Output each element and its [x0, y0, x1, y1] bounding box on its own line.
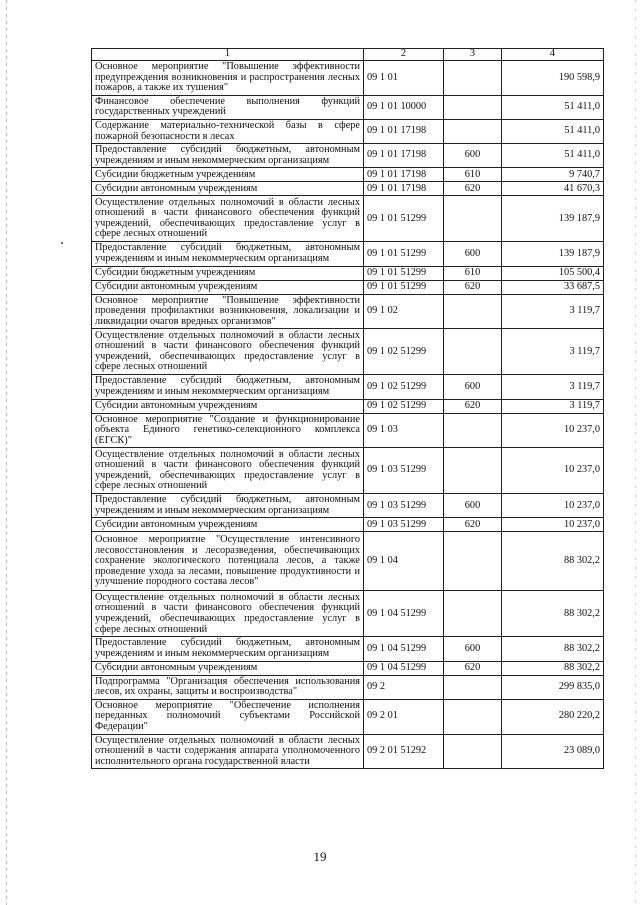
row-name: Субсидии автономным учреждениям: [92, 182, 364, 196]
row-amount: 10 237,0: [502, 494, 604, 518]
table-row: [92, 494, 604, 518]
row-name: Предоставление субсидий бюджетным, автономным учреждениям и иным некоммерческим организациям: [92, 144, 364, 168]
row-code: 09 1 01 51299: [364, 196, 444, 242]
row-code: 09 1 04 51299: [364, 661, 444, 675]
row-expense-type: [444, 329, 502, 375]
row-expense-type: [444, 734, 502, 769]
row-name: Осуществление отдельных полномочий в области лесных отношений в части финансового обеспечения функций учреждений, обеспечивающих предоставление услуг в сфере лесных отношений: [92, 591, 364, 637]
row-name: Осуществление отдельных полномочий в области лесных отношений в части финансового обеспечения функций учреждений, обеспечивающих предоставление услуг в сфере лесных отношений: [92, 329, 364, 375]
row-expense-type: 610: [444, 266, 502, 280]
row-amount: 139 187,9: [502, 196, 604, 242]
row-amount: 3 119,7: [502, 329, 604, 375]
row-amount: 139 187,9: [502, 242, 604, 266]
row-name: Субсидии автономным учреждениям: [92, 661, 364, 675]
table-row: [92, 61, 604, 96]
table-row: [92, 637, 604, 661]
table-row: [92, 168, 604, 182]
row-amount: 3 119,7: [502, 375, 604, 399]
row-expense-type: [444, 448, 502, 494]
row-amount: 88 302,2: [502, 591, 604, 637]
row-code: 09 1 02 51299: [364, 375, 444, 399]
table-row: [92, 675, 604, 699]
table-row: [92, 413, 604, 448]
row-amount: 51 411,0: [502, 119, 604, 143]
row-name: Содержание материально-технической базы в сфере пожарной безопасности в лесах: [92, 119, 364, 143]
row-code: 09 1 03: [364, 413, 444, 448]
row-amount: 41 670,3: [502, 182, 604, 196]
header-col-1: 1: [92, 49, 364, 61]
row-expense-type: 620: [444, 280, 502, 294]
row-amount: 3 119,7: [502, 399, 604, 413]
page-number: 19: [313, 849, 327, 864]
row-expense-type: [444, 119, 502, 143]
row-code: 09 1 04 51299: [364, 637, 444, 661]
row-name: Осуществление отдельных полномочий в области лесных отношений в части финансового обеспечения функций учреждений, обеспечивающих предоставление услуг в сфере лесных отношений: [92, 196, 364, 242]
row-expense-type: 600: [444, 637, 502, 661]
row-amount: 299 835,0: [502, 675, 604, 699]
row-code: 09 1 02 51299: [364, 329, 444, 375]
row-amount: 280 220,2: [502, 699, 604, 734]
row-name: Финансовое обеспечение выполнения функций государственных учреждений: [92, 95, 364, 119]
table-row: [92, 661, 604, 675]
row-expense-type: [444, 61, 502, 96]
table-row: [92, 591, 604, 637]
row-amount: 88 302,2: [502, 661, 604, 675]
row-name: Подпрограмма "Организация обеспечения использования лесов, их охраны, защиты и воспроизводства": [92, 675, 364, 699]
row-code: 09 1 03 51299: [364, 448, 444, 494]
table-row: [92, 266, 604, 280]
row-amount: 9 740,7: [502, 168, 604, 182]
row-amount: 10 237,0: [502, 413, 604, 448]
scan-speck: [61, 242, 63, 244]
table-row: [92, 95, 604, 119]
row-amount: 3 119,7: [502, 294, 604, 329]
row-code: 09 1 04: [364, 532, 444, 591]
table-row: [92, 399, 604, 413]
row-code: 09 1 01 17198: [364, 182, 444, 196]
row-expense-type: [444, 675, 502, 699]
table-row: [92, 699, 604, 734]
row-code: 09 1 01 17198: [364, 144, 444, 168]
table-row: [92, 294, 604, 329]
row-name: Основное мероприятие "Создание и функционирование объекта Единого генетико-селекционного комплекса (ЕГСК)": [92, 413, 364, 448]
row-code: 09 2 01 51292: [364, 734, 444, 769]
row-name: Осуществление отдельных полномочий в области лесных отношений в части финансового обеспечения функций учреждений, обеспечивающих предоставление услуг в сфере лесных отношений: [92, 448, 364, 494]
row-expense-type: [444, 196, 502, 242]
row-code: 09 1 04 51299: [364, 591, 444, 637]
row-name: Основное мероприятие "Обеспечение исполнения переданных полномочий субъектами Российской Федерации": [92, 699, 364, 734]
row-expense-type: [444, 294, 502, 329]
row-amount: 33 687,5: [502, 280, 604, 294]
header-col-3: 3: [444, 49, 502, 61]
row-code: 09 1 01 10000: [364, 95, 444, 119]
row-amount: 10 237,0: [502, 448, 604, 494]
row-amount: 105 500,4: [502, 266, 604, 280]
row-name: Предоставление субсидий бюджетным, автономным учреждениям и иным некоммерческим организациям: [92, 242, 364, 266]
row-expense-type: [444, 699, 502, 734]
row-code: 09 2: [364, 675, 444, 699]
row-expense-type: 620: [444, 518, 502, 532]
row-expense-type: 600: [444, 375, 502, 399]
scan-edge-left: [6, 0, 7, 905]
table-row: [92, 448, 604, 494]
row-expense-type: 600: [444, 494, 502, 518]
row-name: Предоставление субсидий бюджетным, автономным учреждениям и иным некоммерческим организациям: [92, 375, 364, 399]
row-code: 09 1 02: [364, 294, 444, 329]
table-row: [92, 196, 604, 242]
table-row: [92, 734, 604, 769]
row-expense-type: [444, 95, 502, 119]
table-row: [92, 375, 604, 399]
row-expense-type: 620: [444, 182, 502, 196]
table-header-row: [92, 49, 604, 61]
row-amount: 190 598,9: [502, 61, 604, 96]
row-code: 09 1 01: [364, 61, 444, 96]
row-amount: 23 089,0: [502, 734, 604, 769]
row-name: Основное мероприятие "Повышение эффективности предупреждения возникновения и распространения лесных пожаров, а также их тушения": [92, 61, 364, 96]
budget-table: [91, 48, 604, 769]
row-code: 09 1 01 51299: [364, 280, 444, 294]
table-row: [92, 182, 604, 196]
row-name: Осуществление отдельных полномочий в области лесных отношений в части содержания аппарата уполномоченного исполнительного органа государственной власти: [92, 734, 364, 769]
row-code: 09 1 01 51299: [364, 266, 444, 280]
row-amount: 88 302,2: [502, 532, 604, 591]
row-name: Субсидии автономным учреждениям: [92, 518, 364, 532]
row-name: Субсидии бюджетным учреждениям: [92, 168, 364, 182]
row-expense-type: [444, 591, 502, 637]
row-code: 09 1 01 17198: [364, 168, 444, 182]
scan-edge-right: [635, 0, 636, 905]
row-expense-type: 610: [444, 168, 502, 182]
row-expense-type: [444, 413, 502, 448]
row-code: 09 1 01 51299: [364, 242, 444, 266]
row-expense-type: 620: [444, 399, 502, 413]
table-row: [92, 119, 604, 143]
row-name: Основное мероприятие "Повышение эффективности проведения профилактики возникновения, локализации и ликвидации очагов вредных организмов": [92, 294, 364, 329]
row-name: Предоставление субсидий бюджетным, автономным учреждениям и иным некоммерческим организациям: [92, 494, 364, 518]
row-amount: 10 237,0: [502, 518, 604, 532]
row-code: 09 2 01: [364, 699, 444, 734]
header-col-4: 4: [502, 49, 604, 61]
row-expense-type: 600: [444, 144, 502, 168]
row-amount: 51 411,0: [502, 95, 604, 119]
row-name: Субсидии автономным учреждениям: [92, 280, 364, 294]
row-name: Субсидии автономным учреждениям: [92, 399, 364, 413]
row-expense-type: 620: [444, 661, 502, 675]
row-expense-type: [444, 532, 502, 591]
table-row: [92, 329, 604, 375]
table-row: [92, 144, 604, 168]
row-code: 09 1 03 51299: [364, 494, 444, 518]
row-expense-type: 600: [444, 242, 502, 266]
row-amount: 88 302,2: [502, 637, 604, 661]
table-row: [92, 518, 604, 532]
table-row: [92, 532, 604, 591]
row-name: Основное мероприятие "Осуществление интенсивного лесовосстановления и лесоразведения, обеспечивающих сохранение экологического потенциала лесов, а также проведение ухода за лесами, повышение продуктивности и улучшение породного состава лесов": [92, 532, 364, 591]
row-name: Субсидии бюджетным учреждениям: [92, 266, 364, 280]
row-code: 09 1 03 51299: [364, 518, 444, 532]
table-row: [92, 280, 604, 294]
header-col-2: 2: [364, 49, 444, 61]
row-code: 09 1 02 51299: [364, 399, 444, 413]
row-amount: 51 411,0: [502, 144, 604, 168]
table-row: [92, 242, 604, 266]
budget-table-body: [92, 49, 604, 769]
row-code: 09 1 01 17198: [364, 119, 444, 143]
row-name: Предоставление субсидий бюджетным, автономным учреждениям и иным некоммерческим организациям: [92, 637, 364, 661]
